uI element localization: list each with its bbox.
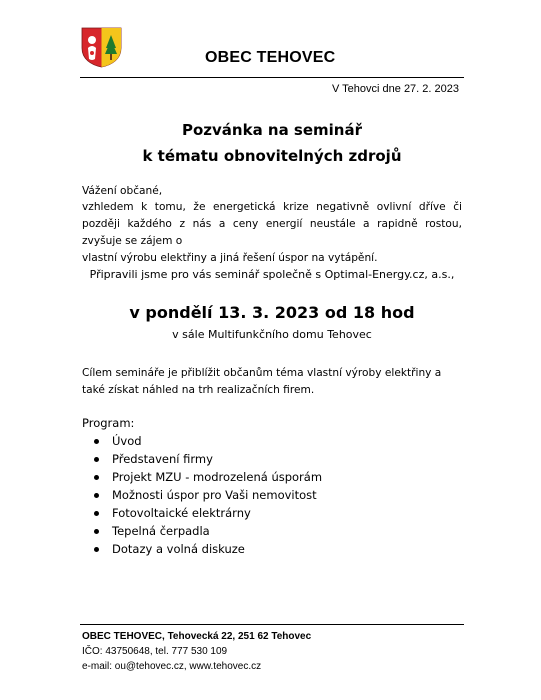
- bullet-icon: [94, 547, 99, 552]
- intro-paragraph-last-line: vlastní výrobu elektřiny a jiná řešení úspor na vytápění.: [82, 252, 378, 264]
- invitation-title-line-1: Pozvánka na seminář: [181, 121, 363, 139]
- organizer-sentence: Připravili jsme pro vás seminář společně s Optimal-Energy.cz, a.s.,: [89, 268, 455, 281]
- seminar-goal: Cílem semináře je přiblížit občanům téma vlastní výroby elektřiny a také získat náhled na trh realizačních firem.: [82, 367, 442, 396]
- document-date: V Tehovci dne 27. 2. 2023: [331, 83, 459, 95]
- list-item: Představení firmy: [82, 450, 322, 468]
- list-item: Úvod: [82, 432, 322, 450]
- bullet-icon: [94, 475, 99, 480]
- bullet-icon: [94, 457, 99, 462]
- bullet-icon: [94, 439, 99, 444]
- list-item: Projekt MZU - modrozelená úsporám: [82, 468, 322, 486]
- bullet-icon: [94, 493, 99, 498]
- bullet-icon: [94, 529, 99, 534]
- invitation-title-line-2: k tématu obnovitelných zdrojů: [142, 147, 402, 165]
- organization-name: OBEC TEHOVEC: [205, 49, 336, 66]
- intro-paragraph: [82, 199, 462, 267]
- event-venue: v sále Multifunkčního domu Tehovec: [172, 328, 372, 341]
- program-list: [82, 432, 322, 558]
- footer-id-phone: IČO: 43750648, tel. 777 530 109: [82, 646, 228, 657]
- list-item: Fotovoltaické elektrárny: [82, 504, 322, 522]
- header-divider: [80, 77, 464, 78]
- bullet-icon: [94, 511, 99, 516]
- list-item: Tepelná čerpadla: [82, 522, 322, 540]
- greeting: Vážení občané,: [82, 185, 163, 197]
- intro-paragraph-main: vzhledem k tomu, že energetická krize negativně ovlivní dříve či později každého z nás a ceny energií neustále a rapidně rostou, zvyšuje se zájem o: [82, 201, 462, 247]
- footer-contact: e-mail: ou@tehovec.cz, www.tehovec.cz: [82, 661, 262, 672]
- event-date: v pondělí 13. 3. 2023 od 18 hod: [129, 303, 415, 322]
- list-item: Možnosti úspor pro Vaši nemovitost: [82, 486, 322, 504]
- coat-of-arms-icon: [80, 26, 123, 68]
- list-item: Dotazy a volná diskuze: [82, 540, 322, 558]
- footer-address: OBEC TEHOVEC, Tehovecká 22, 251 62 Tehovec: [82, 631, 312, 642]
- footer-divider: [80, 624, 464, 625]
- program-heading: Program:: [82, 416, 135, 430]
